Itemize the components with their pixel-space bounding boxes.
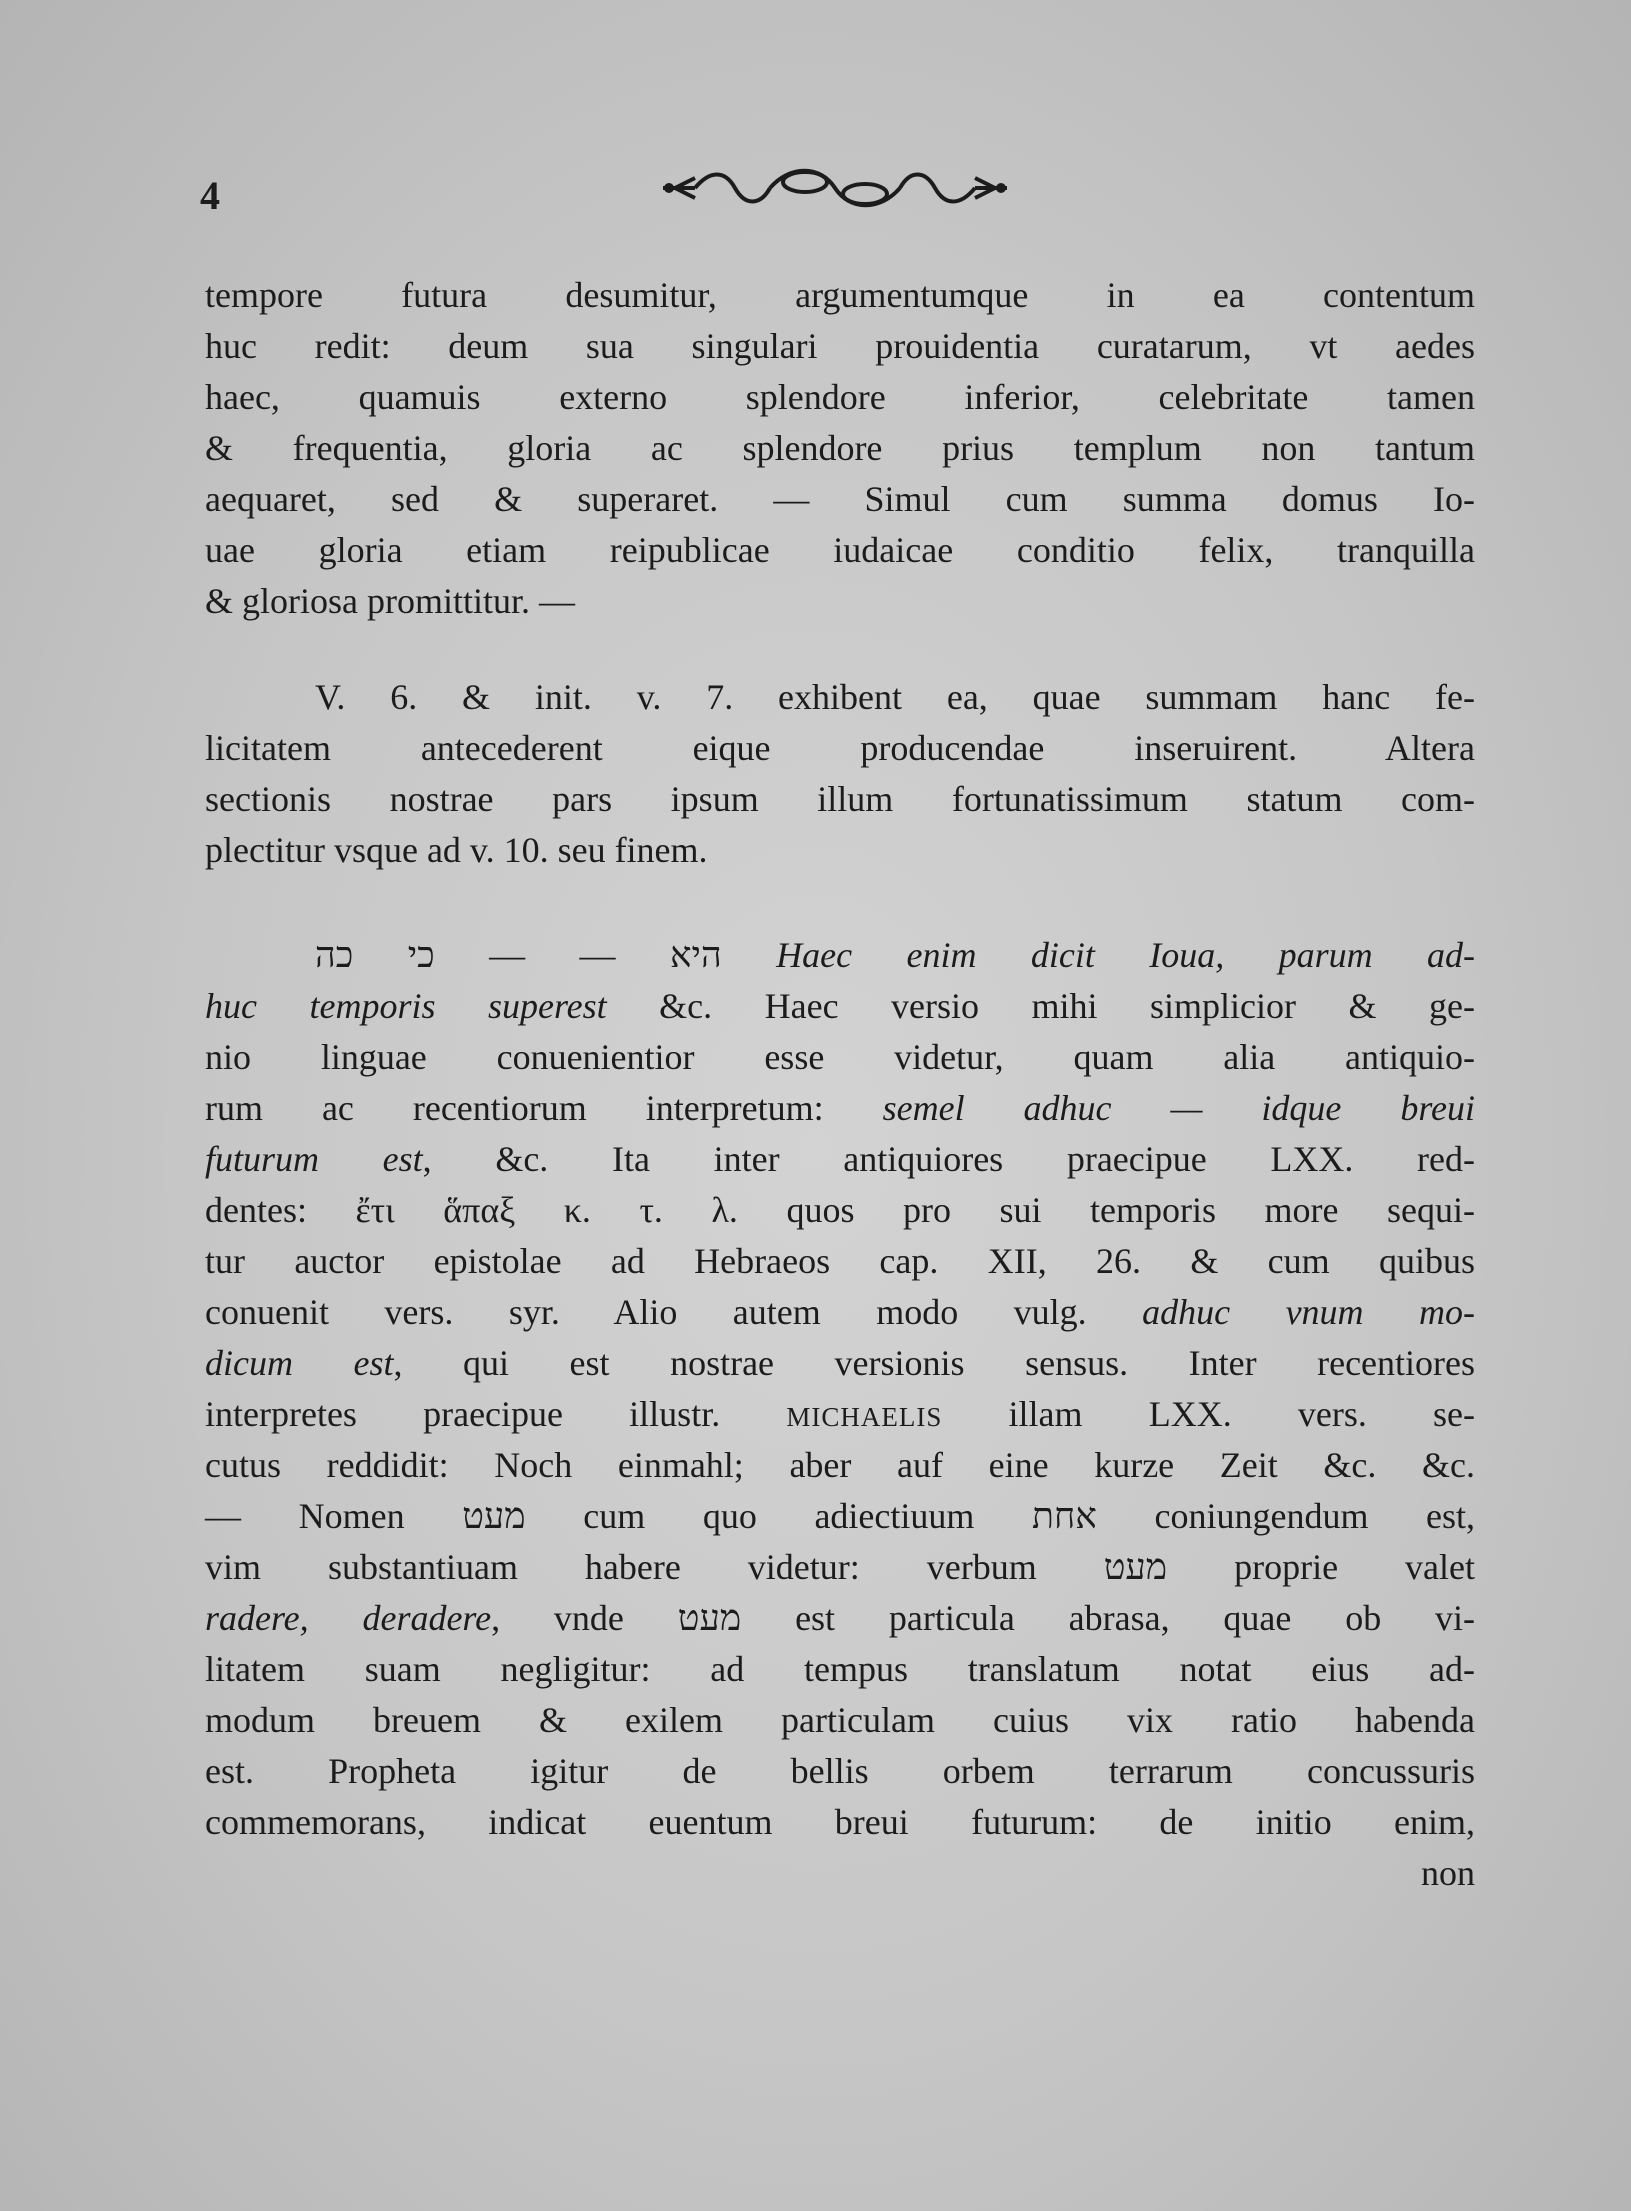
text-line: plectitur vsque ad v. 10. seu finem. xyxy=(205,830,708,870)
author-name: MICHAELIS xyxy=(786,1402,943,1432)
text-segment: interpretes praecipue illustr. xyxy=(205,1394,721,1434)
text-line: tur auctor epistolae ad Hebraeos cap. XII, 26. & cum quibus xyxy=(205,1241,1475,1281)
page-number: 4 xyxy=(200,173,220,218)
text-line: sectionis nostrae pars ipsum illum fortunatissimum statum com- xyxy=(205,779,1475,819)
hebrew-word: מעט xyxy=(677,1598,742,1638)
text-line: licitatem antecederent eique producendae inseruirent. Altera xyxy=(205,728,1475,768)
text-segment: , &c. Ita inter antiquiores praecipue LXX. red- xyxy=(422,1139,1475,1179)
italic-quotation: semel adhuc — idque breui xyxy=(882,1088,1475,1128)
text-segment: vim substantiuam habere videtur: verbum xyxy=(205,1547,1037,1587)
hebrew-word: מעט xyxy=(1103,1547,1168,1587)
text-line: cutus reddidit: Noch einmahl; aber auf eine kurze Zeit &c. &c. xyxy=(205,1445,1475,1485)
italic-quotation: dicum est xyxy=(205,1343,394,1383)
text-line xyxy=(205,1491,1475,1542)
text-line: V. 6. & init. v. 7. exhibent ea, quae summam hanc fe- xyxy=(315,677,1475,717)
italic-quotation: futurum est xyxy=(205,1139,423,1179)
hebrew-lemma: היא — — כי כה xyxy=(315,935,722,975)
paragraph-3 xyxy=(205,930,1475,1899)
text-line: haec, quamuis externo splendore inferior, celebritate tamen xyxy=(205,377,1475,417)
text-line xyxy=(205,1083,1475,1134)
text-line xyxy=(205,981,1475,1032)
text-line xyxy=(205,1389,1475,1440)
text-segment: — Nomen xyxy=(205,1496,405,1536)
text-line: tempore futura desumitur, argumentumque in ea contentum xyxy=(205,275,1475,315)
hebrew-word: אחת xyxy=(1032,1496,1097,1536)
text-segment: illam LXX. vers. se- xyxy=(1008,1394,1475,1434)
text-segment: &c. Haec versio mihi simplicior & ge- xyxy=(659,986,1475,1026)
hebrew-word: מעט xyxy=(462,1496,526,1536)
text-line: aequaret, sed & superaret. — Simul cum summa domus Io- xyxy=(205,479,1475,519)
paragraph-2 xyxy=(205,672,1475,876)
text-segment: cum quo adiectiuum xyxy=(583,1496,975,1536)
text-segment: rum ac recentiorum interpretum: xyxy=(205,1088,824,1128)
text-line xyxy=(205,1185,1475,1236)
text-line: commemorans, indicat euentum breui futurum: de initio enim, xyxy=(205,1802,1475,1842)
text-line: est. Propheta igitur de bellis orbem terrarum concussuris xyxy=(205,1751,1475,1791)
text-line: nio linguae conuenientior esse videtur, quam alia antiquio- xyxy=(205,1037,1475,1077)
text-line xyxy=(205,1287,1475,1338)
text-line xyxy=(205,1542,1475,1593)
text-segment: , vnde xyxy=(491,1598,624,1638)
italic-translation: huc temporis superest xyxy=(205,986,607,1026)
paragraph-1 xyxy=(205,270,1475,627)
text-line xyxy=(205,1134,1475,1185)
italic-quotation: adhuc vnum mo- xyxy=(1142,1292,1475,1332)
italic-quotation: radere, deradere xyxy=(205,1598,492,1638)
text-line: & gloriosa promittitur. — xyxy=(205,581,575,621)
text-line: uae gloria etiam reipublicae iudaicae conditio felix, tranquilla xyxy=(205,530,1475,570)
greek-quotation: ἔτι ἅπαξ κ. τ. λ. xyxy=(355,1190,738,1230)
text-segment: quos pro sui temporis more sequi- xyxy=(786,1190,1476,1230)
text-line: modum breuem & exilem particulam cuius vix ratio habenda xyxy=(205,1700,1475,1740)
text-segment: , qui est nostrae versionis sensus. Inter recentiores xyxy=(393,1343,1475,1383)
text-segment: proprie valet xyxy=(1234,1547,1476,1587)
text-line xyxy=(205,1593,1475,1644)
italic-translation: Haec enim dicit Ioua, parum ad- xyxy=(776,935,1476,975)
text-line: litatem suam negligitur: ad tempus translatum notat eius ad- xyxy=(205,1649,1475,1689)
text-segment: coniungendum est, xyxy=(1154,1496,1476,1536)
text-segment: conuenit vers. syr. Alio autem modo vulg. xyxy=(205,1292,1087,1332)
text-segment: est particula abrasa, quae ob vi- xyxy=(795,1598,1476,1638)
text-line xyxy=(205,930,1475,981)
text-line xyxy=(205,1338,1475,1389)
text-segment: dentes: xyxy=(205,1190,307,1230)
catchword: non xyxy=(1421,1853,1475,1893)
text-line: & frequentia, gloria ac splendore prius templum non tantum xyxy=(205,428,1475,468)
text-line: huc redit: deum sua singulari prouidentia curatarum, vt aedes xyxy=(205,326,1475,366)
decorative-header-ornament xyxy=(655,160,1015,216)
